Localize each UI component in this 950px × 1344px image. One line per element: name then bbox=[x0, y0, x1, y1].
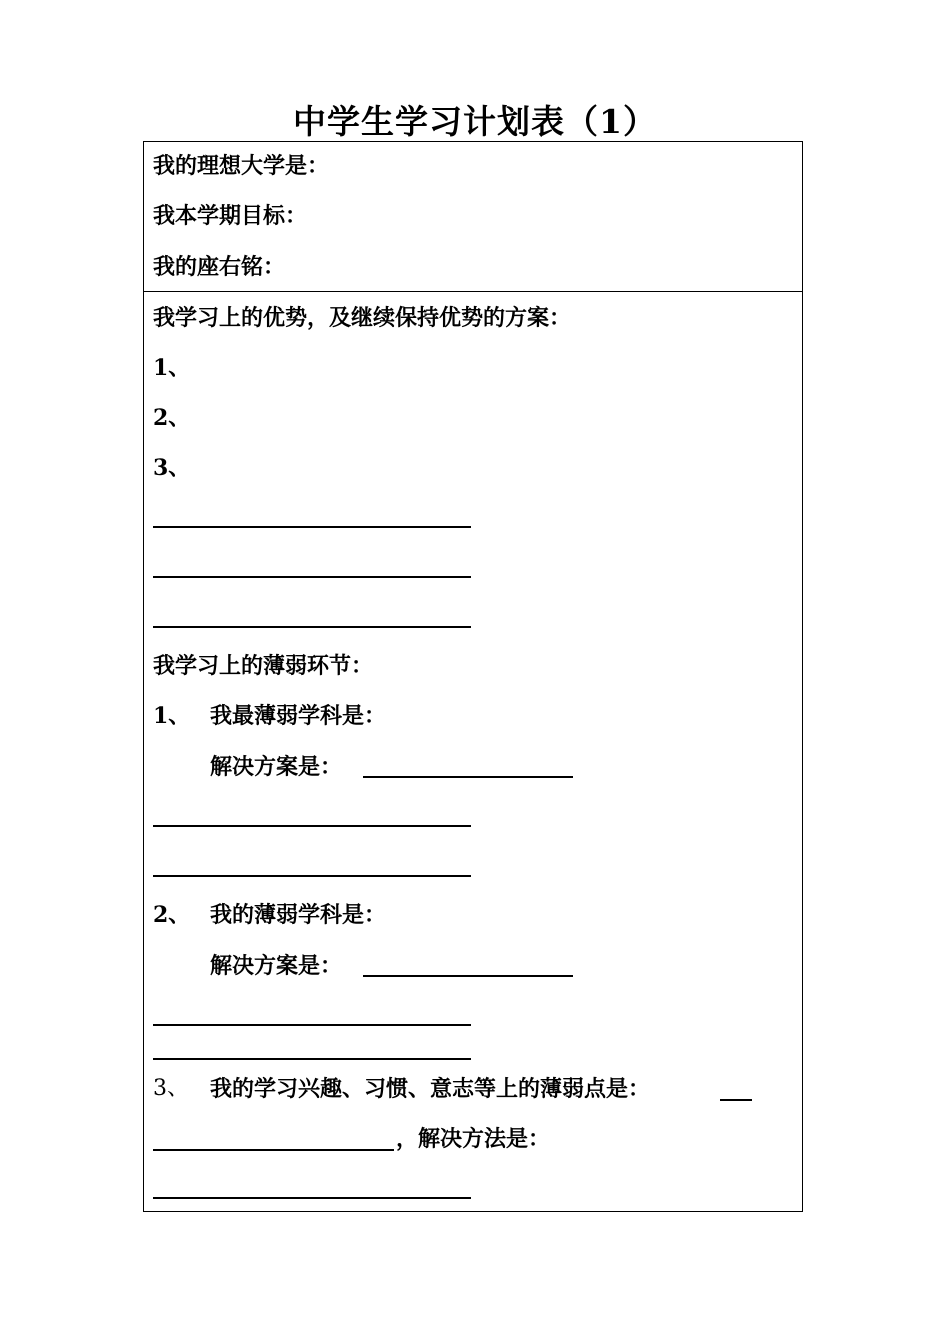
blank-line[interactable] bbox=[153, 626, 471, 628]
solution-label: 解决方案是： bbox=[210, 953, 343, 979]
method-label: ，解决方法是： bbox=[396, 1126, 551, 1152]
strengths-heading: 我学习上的优势，及继续保持优势的方案： bbox=[153, 305, 572, 331]
weak-point-blank[interactable] bbox=[153, 1149, 394, 1151]
page-title: 中学生学习计划表（1） bbox=[293, 102, 657, 141]
blank-line[interactable] bbox=[153, 576, 471, 578]
blank-line[interactable] bbox=[153, 526, 471, 528]
weak-item-1-number: 1、 bbox=[153, 703, 191, 729]
solution-blank[interactable] bbox=[363, 975, 573, 977]
weak-heading: 我学习上的薄弱环节： bbox=[153, 653, 374, 679]
dream-university-label: 我的理想大学是： bbox=[153, 153, 330, 179]
weak-item-1-text: 我最薄弱学科是： bbox=[210, 703, 387, 729]
blank-line[interactable] bbox=[153, 1197, 471, 1199]
strength-item-1: 1、 bbox=[153, 355, 191, 381]
blank-line[interactable] bbox=[153, 1024, 471, 1026]
weak-point-blank[interactable] bbox=[720, 1099, 752, 1101]
weak-item-2-number: 2、 bbox=[153, 902, 191, 928]
weak-item-3-text: 我的学习兴趣、习惯、意志等上的薄弱点是： bbox=[210, 1076, 651, 1102]
motto-label: 我的座右铭： bbox=[153, 254, 286, 280]
blank-line[interactable] bbox=[153, 1058, 471, 1060]
solution-label: 解决方案是： bbox=[210, 754, 343, 780]
semester-goal-label: 我本学期目标： bbox=[153, 203, 308, 229]
weak-item-3-number: 3、 bbox=[153, 1076, 189, 1101]
solution-blank[interactable] bbox=[363, 776, 573, 778]
blank-line[interactable] bbox=[153, 875, 471, 877]
strength-item-2: 2、 bbox=[153, 405, 191, 431]
strength-item-3: 3、 bbox=[153, 455, 191, 481]
table-divider bbox=[143, 291, 803, 292]
blank-line[interactable] bbox=[153, 825, 471, 827]
weak-item-2-text: 我的薄弱学科是： bbox=[210, 902, 387, 928]
